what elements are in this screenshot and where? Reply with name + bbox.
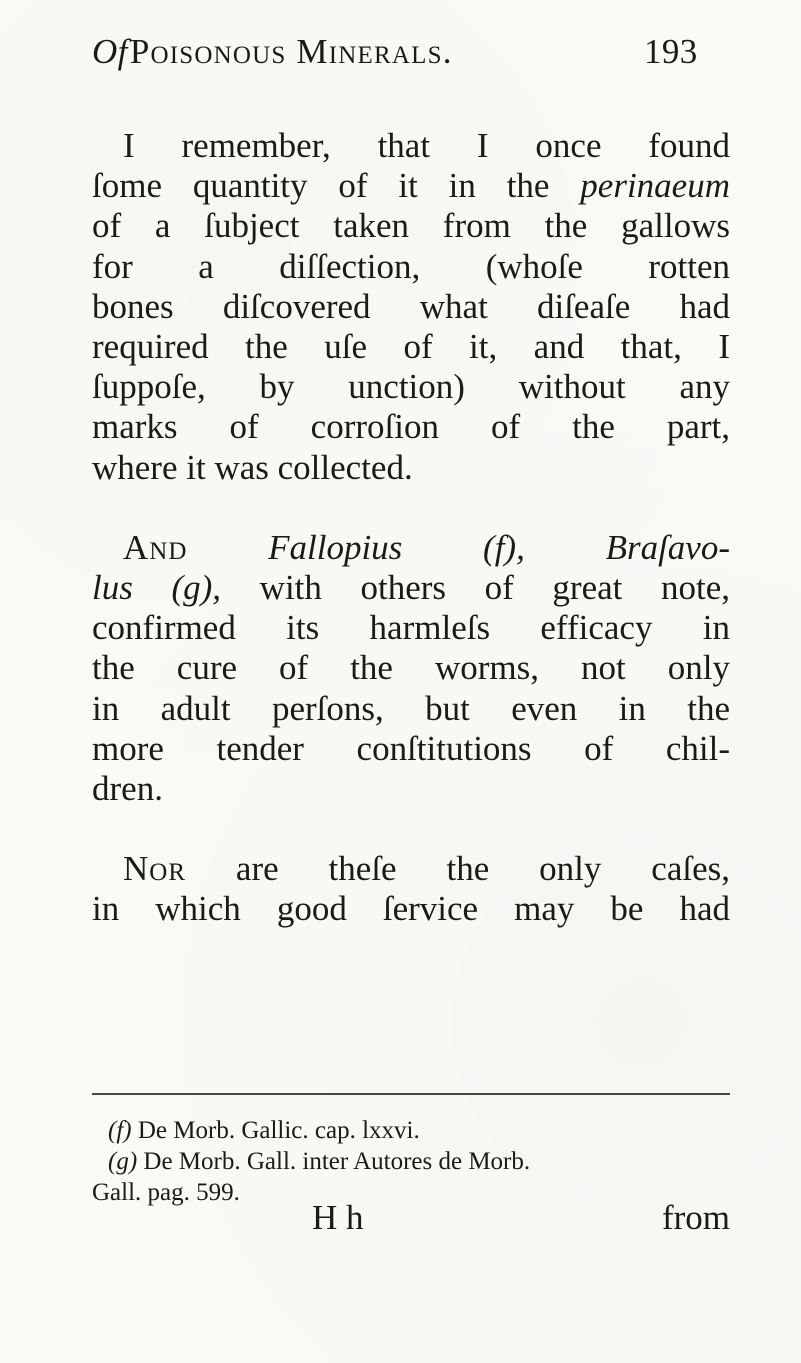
text-line: required the uſe of it, and that, I <box>92 327 730 367</box>
footnote-g-continued: Gall. pag. 599. <box>92 1179 240 1206</box>
signature-mark: H h <box>312 1198 364 1237</box>
text-line: dren. <box>92 769 163 809</box>
small-caps-word: Nor <box>123 849 187 889</box>
running-head-title: Poisonous Minerals. <box>129 32 453 71</box>
body-text <box>92 126 730 930</box>
footnote-text: De Morb. Gallic. cap. lxxvi. <box>131 1117 420 1144</box>
footnote-mark: (g) <box>108 1148 138 1175</box>
text-span: with others of great note, <box>221 568 731 608</box>
footnote-text: De Morb. Gall. inter Autores de Morb. <box>137 1148 531 1175</box>
text-line: in adult perſons, but even in the <box>92 688 730 728</box>
footnotes <box>92 1115 734 1208</box>
text-line <box>92 528 730 568</box>
text-line: where it was collected. <box>92 447 413 487</box>
text-span: are theſe the only caſes, <box>186 849 730 889</box>
text-line: for a diſſection, (whoſe rotten <box>92 246 730 286</box>
footnote-rule <box>92 1093 730 1095</box>
running-head <box>92 32 698 71</box>
page-number: 193 <box>644 32 698 71</box>
text-line: of a ſubject taken from the gallows <box>92 206 730 246</box>
italic-term: perinaeum <box>580 166 730 206</box>
text-line <box>92 166 730 206</box>
text-line: marks of corroſion of the part, <box>92 407 730 447</box>
text-span: ſome quantity of it in the <box>92 166 581 206</box>
footnote-g <box>92 1146 734 1177</box>
text-line: ſuppoſe, by unction) without any <box>92 367 730 407</box>
paragraph-gap <box>92 809 730 849</box>
italic-name: Fallopius <box>268 527 403 567</box>
footnote-ref: (f), <box>483 527 525 567</box>
text-line: bones diſcovered what diſeaſe had <box>92 286 730 326</box>
small-caps-word: And <box>123 527 188 567</box>
text-line <box>92 568 730 608</box>
paragraph-3 <box>92 849 730 929</box>
catchword: from <box>661 1198 730 1237</box>
footnote-mark: (f) <box>108 1117 132 1144</box>
text-line: the cure of the worms, not only <box>92 648 730 688</box>
paragraph-2 <box>92 528 730 809</box>
text-line <box>92 849 730 889</box>
paragraph-gap <box>92 488 730 528</box>
footnote-ref: (g), <box>171 568 222 608</box>
italic-name: lus <box>92 568 133 608</box>
footnote-f <box>92 1115 734 1146</box>
running-head-of: Of <box>92 32 128 71</box>
text-line: more tender conſtitutions of chil- <box>92 728 730 768</box>
paragraph-1 <box>92 126 730 488</box>
text-line: I remember, that I once found <box>123 126 730 165</box>
italic-name: Braſavo- <box>605 527 730 567</box>
text-line: in which good ſervice may be had <box>92 889 730 929</box>
text-line: confirmed its harmleſs efficacy in <box>92 608 730 648</box>
